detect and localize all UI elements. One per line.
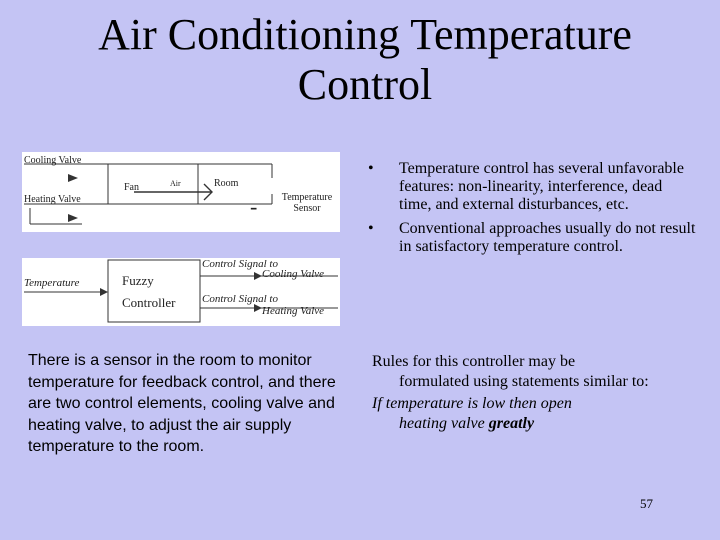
rule-line1: If temperature is low then open	[372, 395, 572, 412]
controller-diagram	[22, 258, 340, 326]
fan-label: Fan	[124, 182, 139, 193]
bullet-item	[368, 160, 698, 214]
plant-diagram	[22, 152, 340, 232]
heating-signal-line1: Control Signal to	[202, 293, 278, 305]
page-number: 57	[640, 496, 653, 511]
rules-text	[372, 352, 692, 434]
cooling-signal-line1: Control Signal to	[202, 258, 278, 270]
rule-line2	[372, 414, 692, 434]
sensor-description: There is a sensor in the room to monitor temperature for feedback control, and there are two control elements, cooling valve and heating valve, to adjust the air supply temperature to the room.	[28, 352, 336, 455]
cooling-signal-line2: Cooling Valve	[262, 268, 325, 280]
bullet-list	[368, 160, 698, 262]
room-label: Room	[214, 178, 239, 189]
sensor-line1: Temperature	[281, 192, 333, 203]
bullet-text: Temperature control has several unfavorable features: non-linearity, interference, dead time, and external disturbances, etc.	[399, 160, 684, 213]
controller-label: Controller	[122, 295, 176, 310]
bullet-item	[368, 220, 698, 256]
bullet-text: Conventional approaches usually do not result in satisfactory temperature control.	[399, 220, 696, 255]
bullet-icon: •	[368, 160, 374, 177]
slide-title: Air Conditioning Temperature Control	[98, 10, 632, 109]
fuzzy-label: Fuzzy	[122, 273, 154, 288]
bullet-icon: •	[368, 220, 374, 237]
sensor-line2: Sensor	[293, 203, 321, 214]
air-label: Air	[170, 179, 181, 188]
minus-sign: -	[250, 194, 258, 219]
rules-line1: Rules for this controller may be	[372, 353, 576, 370]
heating-valve-label: Heating Valve	[24, 194, 81, 205]
rules-line2: formulated using statements similar to:	[399, 373, 649, 390]
rule-line2-prefix: heating valve	[399, 415, 489, 432]
temperature-sensor-label	[274, 192, 340, 214]
rule-emphasis: greatly	[488, 415, 535, 432]
temperature-input-label: Temperature	[24, 277, 80, 289]
cooling-valve-label: Cooling Valve	[24, 155, 82, 166]
heating-signal-line2: Heating Valve	[262, 305, 325, 317]
